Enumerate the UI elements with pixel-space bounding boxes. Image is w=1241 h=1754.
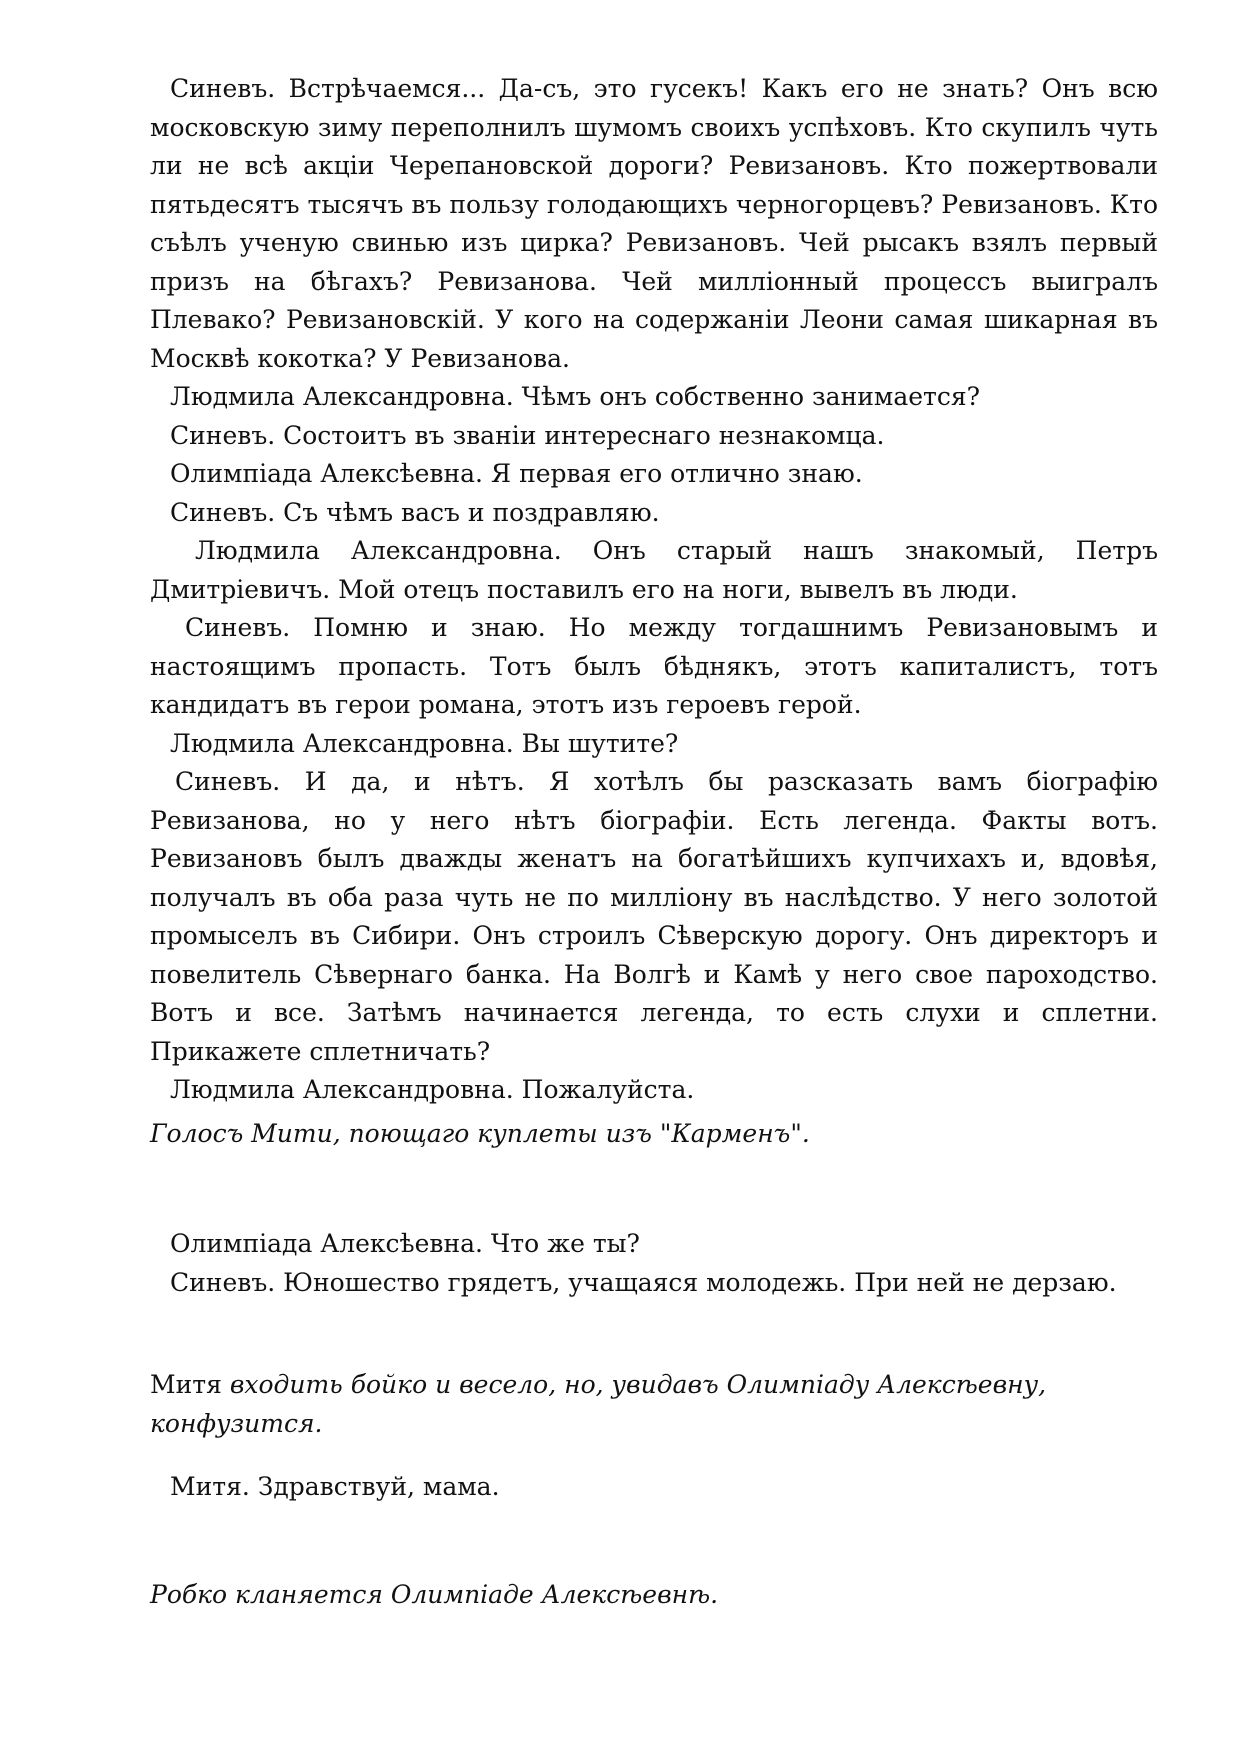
dialogue-block-1 bbox=[150, 70, 1158, 1110]
dialogue-block-2 bbox=[150, 1225, 1158, 1302]
stage-direction-1 bbox=[150, 1115, 1158, 1154]
paragraph-ludmila-joking: Людмила Александровна. Вы шутите? bbox=[170, 728, 679, 758]
stage-direction-3 bbox=[150, 1576, 1158, 1615]
stage-direction-bows: Робко кланяется Олимпіаде Алексѣевнѣ. bbox=[150, 1580, 719, 1609]
paragraph-sinev-youth: Синевъ. Юношество грядетъ, учащаяся молодежь. При ней не дерзаю. bbox=[170, 1267, 1117, 1297]
paragraph-olimpiada-knows: Олимпіада Алексѣевна. Я первая его отлично знаю. bbox=[170, 459, 863, 488]
paragraph-ludmila-question: Людмила Александровна. Чѣмъ онъ собственно занимается? bbox=[170, 382, 981, 411]
paragraph-sinev-remember: Синевъ. Помню и знаю. Но между тогдашнимъ Ревизановымъ и настоящимъ пропасть. Тотъ былъ бѣднякъ, этотъ капиталистъ, тотъ кандидатъ въ герои романа, этотъ изъ героевъ герой. bbox=[150, 613, 1158, 719]
paragraph-sinev-biography: Синевъ. И да, и нѣтъ. Я хотѣлъ бы разсказать вамъ біографію Ревизанова, но у него нѣтъ біографіи. Есть легенда. Факты вотъ. Ревизановъ былъ дважды женатъ на богатѣйшихъ купчихахъ и, вдовѣя, получалъ въ оба раза чуть не по милліону въ наслѣдство. У него золотой промыселъ въ Сибири. Онъ строилъ Сѣверскую дорогу. Онъ директоръ и повелитель Сѣвернаго банка. На Волгѣ и Камѣ у него свое пароходство. Вотъ и все. Затѣмъ начинается легенда, то есть слухи и сплетни. Прикажете сплетничать? bbox=[150, 767, 1158, 1066]
paragraph-mitya-hello: Митя. Здравствуй, мама. bbox=[170, 1472, 500, 1501]
paragraph-olimpiada-what: Олимпіада Алексѣевна. Что же ты? bbox=[170, 1229, 640, 1258]
stage-direction-mitya-enters bbox=[150, 1366, 1158, 1443]
dialogue-block-3 bbox=[150, 1468, 1158, 1507]
paragraph-ludmila-please: Людмила Александровна. Пожалуйста. bbox=[170, 1075, 695, 1104]
paragraph-sinev-stranger: Синевъ. Состоитъ въ званіи интереснаго незнакомца. bbox=[170, 420, 885, 450]
stage-direction-2 bbox=[150, 1366, 1158, 1443]
paragraph-ludmila-old-friend: Людмила Александровна. Онъ старый нашъ знакомый, Петръ Дмитріевичъ. Мой отецъ поставилъ его на ноги, вывелъ въ люди. bbox=[150, 536, 1158, 604]
stage-direction-character-name: Митя bbox=[150, 1370, 222, 1399]
stage-direction-action: входить бойко и весело, но, увидавъ Олимпіаду Алексѣевну, конфузится. bbox=[150, 1370, 1047, 1438]
stage-direction-mitya-singing: Голосъ Мити, поющаго куплеты изъ "Карменъ". bbox=[150, 1119, 810, 1148]
paragraph-sinev-intro: Синевъ. Встрѣчаемся... Да-съ, это гусекъ! Какъ его не знать? Онъ всю московскую зиму переполнилъ шумомъ своихъ успѣховъ. Кто скупилъ чуть ли не всѣ акціи Черепановской дороги? Ревизановъ. Кто пожертвовали пятьдесятъ тысячъ въ пользу голодающихъ черногорцевъ? Ревизановъ. Кто съѣлъ ученую свинью изъ цирка? Ревизановъ. Чей рысакъ взялъ первый призъ на бѣгахъ? Ревизанова. Чей милліонный процессъ выигралъ Плевако? Ревизановскій. У кого на содержаніи Леони самая шикарная въ Москвѣ кокотка? У Ревизанова. bbox=[150, 74, 1158, 373]
paragraph-sinev-congrats: Синевъ. Съ чѣмъ васъ и поздравляю. bbox=[170, 497, 660, 527]
